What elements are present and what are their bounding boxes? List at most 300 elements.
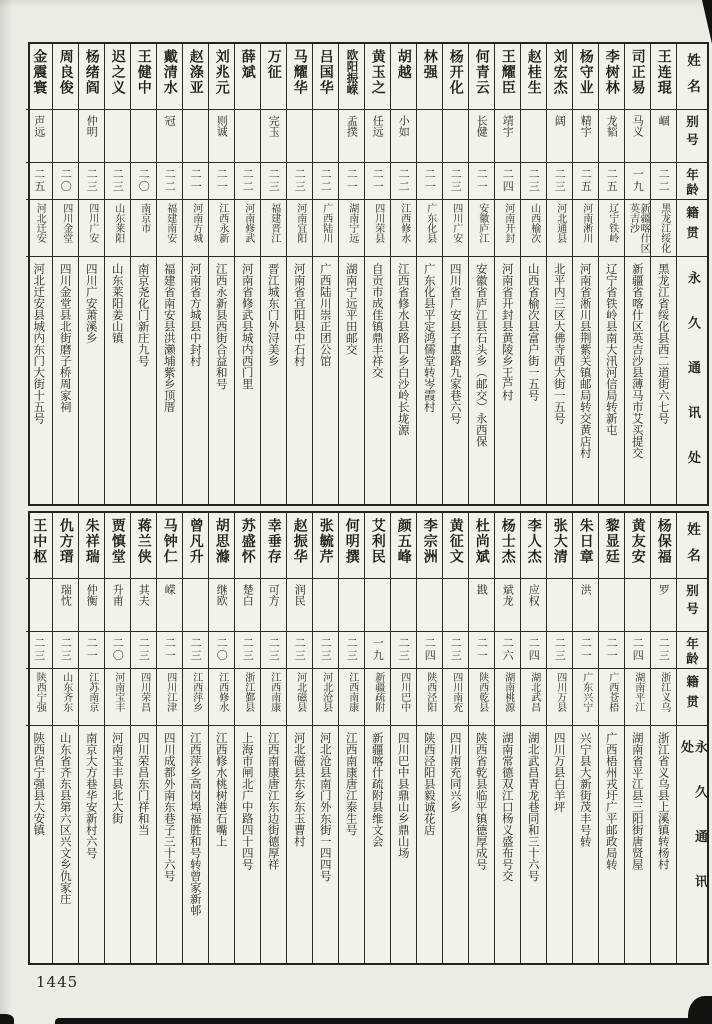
- person-column: [208, 513, 234, 963]
- person-native: 福建晋江: [261, 200, 286, 257]
- person-column: [624, 513, 650, 963]
- person-name: 朱日章: [573, 513, 598, 579]
- person-name: 胡思滌: [209, 513, 234, 579]
- person-name: 幸垂存: [261, 513, 286, 579]
- person-column: [494, 513, 520, 963]
- person-alias: [417, 110, 442, 163]
- person-column: [130, 513, 156, 963]
- person-address: 黑龙江省绥化县西二道街六七号: [656, 263, 671, 424]
- person-address: 四川荣昌东门祥和当: [136, 732, 151, 836]
- person-column: [390, 513, 416, 963]
- person-age: 二一: [183, 163, 208, 200]
- header-alias: 别号: [677, 579, 707, 632]
- person-native: 南京市: [131, 200, 156, 257]
- person-age: 二三: [287, 632, 312, 669]
- person-age: 二二: [313, 163, 338, 200]
- person-alias: 崓: [651, 110, 676, 163]
- person-name: 仇方瑨: [53, 513, 78, 579]
- person-native: 安徽庐江: [469, 200, 494, 257]
- person-native: 福建南安: [157, 200, 182, 257]
- person-alias: 瑞忱: [53, 579, 78, 632]
- person-address: 南京大方巷华安新村六号: [84, 732, 99, 859]
- person-native: 山东莱阳: [105, 200, 130, 257]
- person-native: 四川广安: [443, 200, 468, 257]
- person-native: 四川南充: [443, 669, 468, 726]
- person-alias: [625, 579, 650, 632]
- person-name: 赵涤亚: [183, 44, 208, 110]
- person-native: 河北沧县: [313, 669, 338, 726]
- person-name: 赵桂生: [521, 44, 546, 110]
- person-alias: [235, 110, 260, 163]
- person-column: [52, 513, 78, 963]
- person-alias: [547, 579, 572, 632]
- person-address: 湖南宁远平田邮交: [344, 263, 359, 355]
- person-alias: 继欧: [209, 579, 234, 632]
- person-name: 胡越: [391, 44, 416, 110]
- person-alias: [131, 110, 156, 163]
- person-column: [520, 513, 546, 963]
- person-address: 江西南康唐江东边街德厚祥: [266, 732, 281, 870]
- person-age: 二三: [651, 632, 676, 669]
- person-column: [442, 44, 468, 504]
- person-age: 二一: [417, 163, 442, 200]
- person-column: [494, 44, 520, 504]
- person-age: 二二: [235, 163, 260, 200]
- person-column: [390, 44, 416, 504]
- scan-artifact-bottom-edge: [55, 1018, 712, 1024]
- person-native: 河南方城: [183, 200, 208, 257]
- person-column: [234, 44, 260, 504]
- person-address: 晋江城东门外浔美乡: [266, 263, 281, 367]
- person-age: 二三: [261, 163, 286, 200]
- person-name: 周良俊: [53, 44, 78, 110]
- person-alias: 长健: [469, 110, 494, 163]
- person-address: 江西修水桃树港石嘴上: [214, 732, 229, 847]
- person-address: 广西梧州戎圩广平邮政局转: [604, 732, 619, 870]
- header-name: 姓名: [677, 44, 707, 110]
- person-native: 湖南平江: [625, 669, 650, 726]
- person-name: 杨绪阎: [79, 44, 104, 110]
- person-native: 江苏南京: [79, 669, 104, 726]
- person-alias: 龙韬: [599, 110, 624, 163]
- person-column: [572, 513, 598, 963]
- person-alias: 任远: [365, 110, 390, 163]
- person-age: 二三: [547, 632, 572, 669]
- person-name: 颜五峰: [391, 513, 416, 579]
- person-address: 北平内三区大佛寺西大街一五号: [552, 263, 567, 424]
- person-column: [234, 513, 260, 963]
- person-alias: 嵘: [157, 579, 182, 632]
- person-age: 二四: [521, 632, 546, 669]
- person-column: [598, 513, 624, 963]
- person-address: 山西省榆次县富户街一五号: [526, 263, 541, 401]
- header-address: 永久通讯处: [685, 271, 701, 496]
- person-native: 四川金堂: [53, 200, 78, 257]
- person-column: [364, 513, 390, 963]
- person-name: 蒋兰侠: [131, 513, 156, 579]
- person-native: 广东化县: [417, 200, 442, 257]
- person-name: 薛斌: [235, 44, 260, 110]
- person-age: 二二: [651, 163, 676, 200]
- person-name: 王连琨: [651, 44, 676, 110]
- person-name: 司正易: [625, 44, 650, 110]
- person-name: 王健中: [131, 44, 156, 110]
- person-alias: 精宇: [573, 110, 598, 163]
- person-age: 二三: [261, 632, 286, 669]
- person-address: 广东化县平定鸿儒堂转岑霞村: [422, 263, 437, 413]
- person-age: 二一: [157, 632, 182, 669]
- person-name: 李树林: [599, 44, 624, 110]
- person-native: 湖北武昌: [521, 669, 546, 726]
- person-native: 江西南康: [339, 669, 364, 726]
- person-age: 二五: [573, 163, 598, 200]
- person-address: 河北迁安县城内东门大街十五号: [32, 263, 47, 424]
- person-column: [468, 44, 494, 504]
- header-address: 永久通讯处: [678, 740, 707, 920]
- person-column: [468, 513, 494, 963]
- person-native: 江西南康: [261, 669, 286, 726]
- person-alias: 戡: [469, 579, 494, 632]
- person-alias: [391, 579, 416, 632]
- person-address: 广西陆川崇正团公馆: [318, 263, 333, 367]
- person-address: 河南宝丰县北大街: [110, 732, 125, 824]
- person-alias: 斌龙: [495, 579, 520, 632]
- person-name: 杜尚斌: [469, 513, 494, 579]
- person-alias: [313, 579, 338, 632]
- person-age: 一九: [625, 163, 650, 200]
- person-name: 戴清水: [157, 44, 182, 110]
- scan-edge-shadow-left: [0, 0, 12, 1024]
- person-column: [182, 513, 208, 963]
- person-age: 二一: [599, 632, 624, 669]
- person-address: 陕西泾阳县毅诚花店: [422, 732, 437, 836]
- person-column: [156, 513, 182, 963]
- person-native: 四川万县: [547, 669, 572, 726]
- person-alias: [417, 579, 442, 632]
- person-native: 河南宝丰: [105, 669, 130, 726]
- person-name: 何明撰: [339, 513, 364, 579]
- person-name: 刘兆元: [209, 44, 234, 110]
- person-age: 二四: [495, 163, 520, 200]
- person-name: 黄玉之: [365, 44, 390, 110]
- person-alias: [365, 579, 390, 632]
- person-column: [624, 44, 650, 504]
- header-alias: 别号: [677, 110, 707, 163]
- directory-table-bottom: [28, 511, 709, 965]
- person-age: 二一: [573, 632, 598, 669]
- person-age: 二三: [235, 632, 260, 669]
- person-address: 上海市闸北广中路四十四号: [240, 732, 255, 870]
- person-native: 河南开封: [495, 200, 520, 257]
- person-age: 二〇: [209, 632, 234, 669]
- person-age: 二四: [625, 632, 650, 669]
- person-native: 河南宜阳: [287, 200, 312, 257]
- person-name: 王耀臣: [495, 44, 520, 110]
- person-address: 新疆省喀什区英吉沙县薄马市艾买提交: [630, 263, 645, 459]
- person-address: 山东莱阳姜山镇: [110, 263, 125, 344]
- person-name: 赵振华: [287, 513, 312, 579]
- person-native: 山西榆次: [521, 200, 546, 257]
- person-native: 河北迁安: [26, 200, 52, 257]
- person-name: 马钟仁: [157, 513, 182, 579]
- person-age: 二二: [391, 163, 416, 200]
- person-alias: 洪: [573, 579, 598, 632]
- person-column: [104, 44, 130, 504]
- person-address: 安徽省庐江县石头乡（邮交）永西保: [474, 263, 489, 447]
- person-alias: [26, 579, 52, 632]
- person-native: 河北通县: [547, 200, 572, 257]
- person-name: 张毓芹: [313, 513, 338, 579]
- person-age: 二一: [79, 632, 104, 669]
- person-column: [546, 44, 572, 504]
- person-address: 江西永新县西街合益和号: [214, 263, 229, 390]
- person-alias: 其夫: [131, 579, 156, 632]
- person-native: 陕西宁强: [26, 669, 52, 726]
- person-name: 杨守业: [573, 44, 598, 110]
- person-column: [130, 44, 156, 504]
- person-column: [312, 513, 338, 963]
- page-number: 1445: [36, 973, 79, 991]
- person-name: 金震寰: [26, 44, 52, 110]
- person-column: [364, 44, 390, 504]
- header-column: [676, 513, 707, 963]
- person-age: 二〇: [53, 163, 78, 200]
- person-age: 二三: [443, 163, 468, 200]
- directory-table-top: [28, 42, 709, 506]
- person-age: 二三: [26, 632, 52, 669]
- person-column: [78, 44, 104, 504]
- person-name: 欧阳振嵘: [339, 44, 364, 110]
- person-address: 河北磁县东乡东玉曹村: [292, 732, 307, 847]
- person-alias: [105, 110, 130, 163]
- person-name: 刘宏杰: [547, 44, 572, 110]
- person-address: 河北沧县南门外东街一四四号: [318, 732, 333, 882]
- person-address: 四川省广安县子惠路九家巷六号: [448, 263, 463, 424]
- person-column: [208, 44, 234, 504]
- person-native: 江西修水: [209, 669, 234, 726]
- header-age: 年龄: [677, 163, 707, 200]
- person-column: [312, 44, 338, 504]
- person-address: 自贡市成佳镇鼎丰祥交: [370, 263, 385, 378]
- person-column: [338, 513, 364, 963]
- person-name: 王中枢: [26, 513, 52, 579]
- person-address: 河南省方城县中封村: [188, 263, 203, 367]
- person-native: 河南修武: [235, 200, 260, 257]
- person-age: 二三: [287, 163, 312, 200]
- person-alias: [53, 110, 78, 163]
- person-name: 万征: [261, 44, 286, 110]
- person-alias: 罗: [651, 579, 676, 632]
- person-age: 二二: [157, 163, 182, 200]
- person-alias: 应权: [521, 579, 546, 632]
- person-column: [598, 44, 624, 504]
- person-address: 河南省开封县黄陵乡王芦村: [500, 263, 515, 401]
- person-name: 黄友安: [625, 513, 650, 579]
- person-address: 山东省齐东县第六区兴文乡仇家庄: [58, 732, 73, 905]
- person-alias: 声远: [26, 110, 52, 163]
- person-alias: [443, 579, 468, 632]
- person-native: 江西萍乡: [183, 669, 208, 726]
- person-column: [260, 44, 286, 504]
- person-address: 江西南康唐江泰生号: [344, 732, 359, 836]
- person-name: 朱祥瑞: [79, 513, 104, 579]
- scan-artifact-bottom-right-corner: [688, 996, 712, 1024]
- person-age: 二三: [53, 632, 78, 669]
- person-alias: [339, 579, 364, 632]
- person-age: 二三: [183, 632, 208, 669]
- header-name: 姓名: [677, 513, 707, 579]
- person-address: 四川金堂县北街磨子桥周家祠: [58, 263, 73, 413]
- header-native: 籍贯: [677, 200, 707, 257]
- person-native: 四川江津: [157, 669, 182, 726]
- person-native: 辽宁铁岭: [599, 200, 624, 257]
- person-name: 艾利民: [365, 513, 390, 579]
- person-age: 二五: [599, 163, 624, 200]
- person-column: [520, 44, 546, 504]
- person-alias: 完玉: [261, 110, 286, 163]
- scan-artifact-bottom-left-corner: [0, 1014, 14, 1024]
- person-address: 江西萍乡高岗埠福胜和号转曾家新邨: [188, 732, 203, 916]
- header-age: 年龄: [677, 632, 707, 669]
- person-name: 迟之义: [105, 44, 130, 110]
- person-age: 二五: [26, 163, 52, 200]
- person-name: 李人杰: [521, 513, 546, 579]
- person-column: [416, 513, 442, 963]
- person-age: 二三: [131, 632, 156, 669]
- person-alias: 润民: [287, 579, 312, 632]
- person-age: 二三: [105, 163, 130, 200]
- person-column: [286, 513, 312, 963]
- person-address: 浙江省义乌县上溪镇转杨村: [656, 732, 671, 870]
- person-native: 新疆疏附: [365, 669, 390, 726]
- person-native: 广西苍梧: [599, 669, 624, 726]
- person-native: 陕西泾阳: [417, 669, 442, 726]
- person-native: 广东兴宁: [573, 669, 598, 726]
- person-alias: 楚白: [235, 579, 260, 632]
- person-alias: 小如: [391, 110, 416, 163]
- person-alias: 仲明: [79, 110, 104, 163]
- person-alias: 靖宇: [495, 110, 520, 163]
- person-column: [26, 513, 52, 963]
- scan-artifact-top-right-corner: [702, 0, 712, 44]
- person-age: 二三: [443, 632, 468, 669]
- person-age: 二一: [209, 163, 234, 200]
- person-column: [26, 44, 52, 504]
- person-age: 二三: [79, 163, 104, 200]
- person-age: 二〇: [131, 163, 156, 200]
- person-column: [546, 513, 572, 963]
- person-name: 曾凡升: [183, 513, 208, 579]
- person-address: 四川万县白羊坪: [552, 732, 567, 813]
- person-native: 黑龙江绥化: [651, 200, 676, 257]
- person-age: 二一: [469, 163, 494, 200]
- person-name: 杨开化: [443, 44, 468, 110]
- person-address: 江西省修水县路口乡白沙岭长垅源: [396, 263, 411, 436]
- person-alias: 孟撲: [339, 110, 364, 163]
- person-address: 福建省南安县洪濑埔紫乡顶厝: [162, 263, 177, 413]
- person-alias: 可方: [261, 579, 286, 632]
- person-name: 杨士杰: [495, 513, 520, 579]
- person-name: 贾慎堂: [105, 513, 130, 579]
- person-age: 二三: [547, 163, 572, 200]
- person-alias: 升甫: [105, 579, 130, 632]
- person-age: 二一: [365, 163, 390, 200]
- person-alias: 马义: [625, 110, 650, 163]
- person-address: 湖北武昌青龙巷同和三十六号: [526, 732, 541, 882]
- person-address: 四川广安萧溪乡: [84, 263, 99, 344]
- person-native: 湖南宁远: [339, 200, 364, 257]
- person-name: 黎显廷: [599, 513, 624, 579]
- person-name: 何青云: [469, 44, 494, 110]
- person-age: 二三: [313, 632, 338, 669]
- person-column: [182, 44, 208, 504]
- person-address: 湖南省平江县三阳街唐贤屋: [630, 732, 645, 870]
- person-name: 黄征文: [443, 513, 468, 579]
- person-native: 四川荣县: [365, 200, 390, 257]
- person-age: 二一: [339, 163, 364, 200]
- person-name: 杨保福: [651, 513, 676, 579]
- person-address: 陕西省乾县临平镇德厚成号: [474, 732, 489, 870]
- person-age: 二六: [495, 632, 520, 669]
- person-column: [78, 513, 104, 963]
- person-alias: [599, 579, 624, 632]
- person-name: 吕国华: [313, 44, 338, 110]
- person-alias: 阔: [547, 110, 572, 163]
- person-native: 四川广安: [79, 200, 104, 257]
- header-native: 籍贯: [677, 669, 707, 726]
- person-native: 江西修水: [391, 200, 416, 257]
- person-age: 二四: [417, 632, 442, 669]
- scan-edge-shadow-top: [0, 0, 712, 8]
- person-column: [650, 513, 676, 963]
- person-alias: [183, 579, 208, 632]
- person-alias: 仲衡: [79, 579, 104, 632]
- person-alias: [443, 110, 468, 163]
- person-address: 河南省淅川县荆紫关镇邮局转交黄店村: [578, 263, 593, 459]
- person-alias: [313, 110, 338, 163]
- person-age: 一九: [365, 632, 390, 669]
- person-address: 河南省宜阳县中石村: [292, 263, 307, 367]
- person-column: [156, 44, 182, 504]
- person-address: 四川南充同兴乡: [448, 732, 463, 813]
- person-address: 湖南常德双江口杨义盛布号交: [500, 732, 515, 882]
- person-column: [442, 513, 468, 963]
- person-address: 河南省修武县城内西门里: [240, 263, 255, 390]
- person-alias: [521, 110, 546, 163]
- person-native: 广西陆川: [313, 200, 338, 257]
- person-column: [338, 44, 364, 504]
- person-age: 二〇: [105, 632, 130, 669]
- person-address: 四川巴中县鼎山乡鼎山场: [396, 732, 411, 859]
- person-column: [52, 44, 78, 504]
- person-address: 辽宁省铁岭县南大汛河信局转新屯: [604, 263, 619, 436]
- person-alias: 则诚: [209, 110, 234, 163]
- person-column: [260, 513, 286, 963]
- person-name: 李宗洲: [417, 513, 442, 579]
- person-age: 二一: [469, 632, 494, 669]
- person-address: 陕西省宁强县大安镇: [32, 732, 47, 836]
- person-native: 浙江鄞县: [235, 669, 260, 726]
- person-alias: [287, 110, 312, 163]
- person-native: 河南淅川: [573, 200, 598, 257]
- person-address: 四川成都外南东巷子三十六号: [162, 732, 177, 882]
- person-age: 二三: [339, 632, 364, 669]
- person-column: [650, 44, 676, 504]
- person-column: [416, 44, 442, 504]
- person-native: 湖南桃源: [495, 669, 520, 726]
- person-native: 新疆喀什区英吉沙: [625, 200, 650, 257]
- person-native: 浙江义乌: [651, 669, 676, 726]
